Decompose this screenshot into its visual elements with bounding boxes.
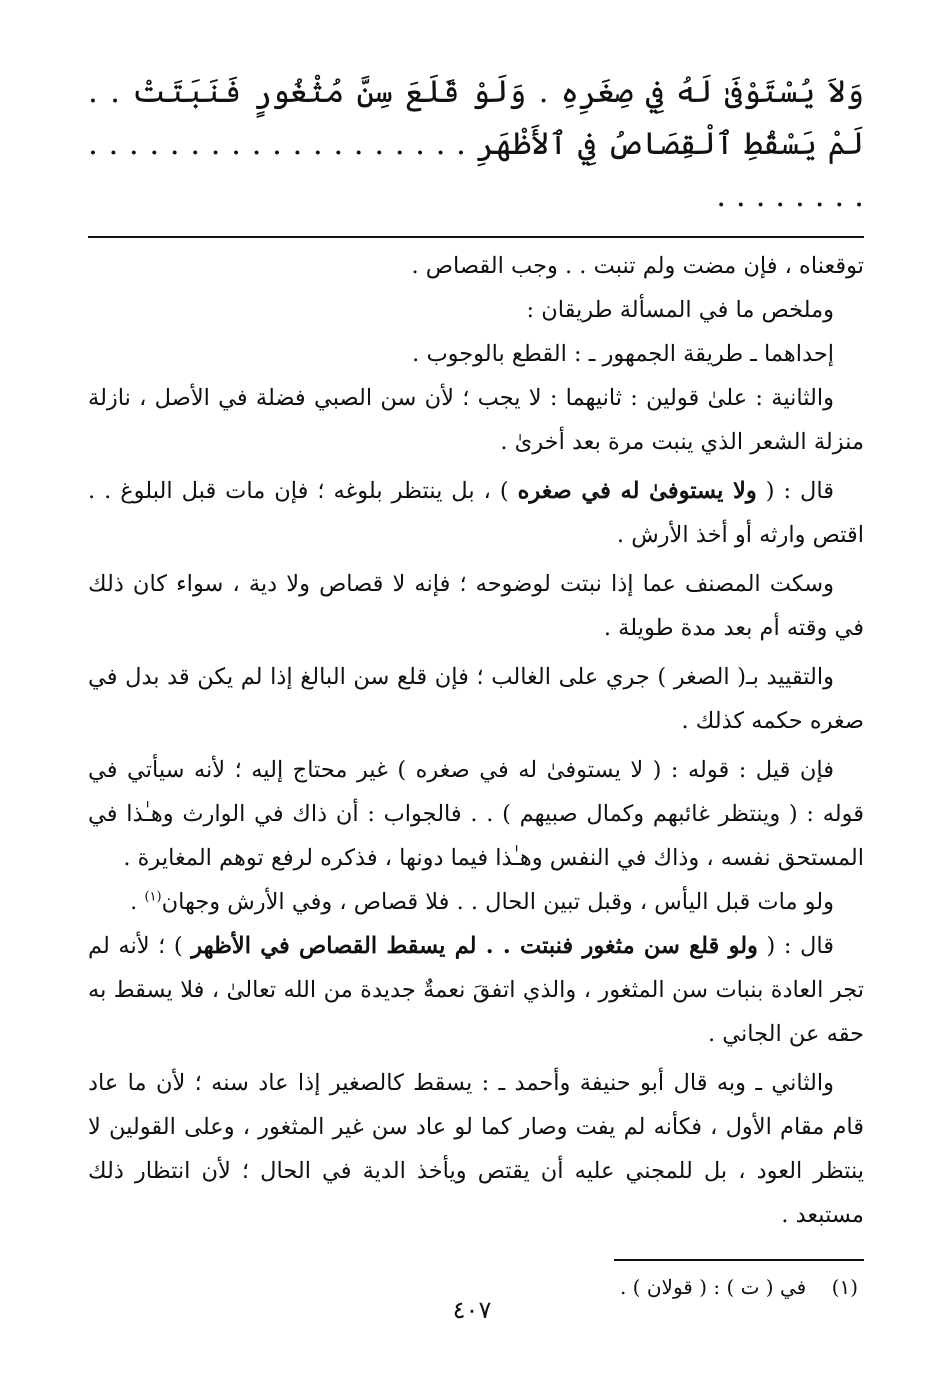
paragraph-4: والثانية : علىٰ قولين : ثانيهما : لا يجب ؛ لأن سن الصبي فضلة في الأصل ، نازلة منزلة الشعر الذي ينبت مرة بعد أخرىٰ .	[88, 385, 864, 455]
footnote-number: (١)	[831, 1275, 858, 1299]
matn-dots: . . . . . . . . . . . . . . . . . . . . . . . . . . .	[88, 126, 864, 214]
footnote-ref: (١)	[144, 889, 162, 905]
paragraph-9-text: ولو مات قبل اليأس ، وقبل تبين الحال . . فلا قصاص ، وفي الأرش وجهان	[161, 889, 834, 915]
paragraph-11: والثاني ـ وبه قال أبو حنيفة وأحمد ـ : يسقط كالصغير إذا عاد سنه ؛ لأن ما عاد قام مقام الأول ، فكأنه لم يفت وصار كما لو عاد سن غير المثغور ، وعلى القولين لا ينتظر العود ، بل للمجني عليه أن يقتص ويأخذ الدية في الحال ؛ لأن انتظار ذلك مستبعد .	[88, 1070, 864, 1228]
paragraph-5-quote: ولا يستوفىٰ له في صغره	[517, 478, 757, 504]
matn-text	[88, 66, 864, 222]
paragraph-7: والتقييد بـ( الصغر ) جري على الغالب ؛ فإن قلع سن البالغ إذا لم يكن قد بدل في صغره حكمه كذلك .	[88, 664, 864, 734]
paragraph-3: إحداهما ـ طريقة الجمهور ـ : القطع بالوجوب .	[412, 341, 834, 367]
paragraph-2: وملخص ما في المسألة طريقان :	[526, 297, 834, 323]
matn-separator	[88, 236, 864, 238]
page-number: ٤٠٧	[452, 1296, 492, 1324]
paragraph-10-quote: ولو قلع سن مثغور فنبتت . . لم يسقط القصاص في الأظهر	[191, 933, 758, 959]
paragraph-5-post: ) ، بل ينتظر بلوغه ؛ فإن مات قبل البلوغ . . اقتص وارثه أو أخذ الأرش .	[88, 478, 864, 548]
paragraph-9	[88, 880, 864, 924]
footnote-text: في ( ت ) : ( قولان ) .	[619, 1275, 807, 1299]
paragraph-5	[88, 469, 864, 557]
paragraph-10-post: ) ؛ لأنه لم تجر العادة بنبات سن المثغور ، والذي اتفقَ نعمةٌ جديدة من الله تعالىٰ ، فلا يسقط به حقه عن الجاني .	[88, 933, 864, 1047]
footnote-separator	[614, 1259, 864, 1261]
paragraph-6: وسكت المصنف عما إذا نبتت لوضوحه ؛ فإنه لا قصاص ولا دية ، سواء كان ذلك في وقته أم بعد مدة طويلة .	[88, 571, 864, 641]
paragraph-9-end: .	[130, 889, 145, 915]
paragraph-8: فإن قيل : قوله : ( لا يستوفىٰ له في صغره ) غير محتاج إليه ؛ لأنه سيأتي في قوله : ( وينتظر غائبهم وكمال صبيهم ) . . فالجواب : أن ذاك في الوارث وهـٰذا في المستحق نفسه ، وذاك في النفس وهـٰذا فيما دونها ، فذكره لرفع توهم المغايرة .	[88, 757, 864, 871]
paragraph-10	[88, 924, 864, 1056]
matn-main: وَلاَ يُسْتَوْفَىٰ لَهُ فِي صِغَرِهِ . وَلَوْ قَلَعَ سِنَّ مُثْغُورٍ فَنَبَتَتْ . . لَمْ يَسْقُطِ ٱلْقِصَاصُ فِي ٱلأَظْهَرِ	[88, 74, 864, 162]
paragraph-10-pre: قال : (	[757, 933, 834, 959]
paragraph-5-pre: قال : (	[756, 478, 834, 504]
commentary	[88, 244, 864, 1237]
paragraph-1: توقعناه ، فإن مضت ولم تنبت . . وجب القصاص .	[411, 253, 864, 279]
